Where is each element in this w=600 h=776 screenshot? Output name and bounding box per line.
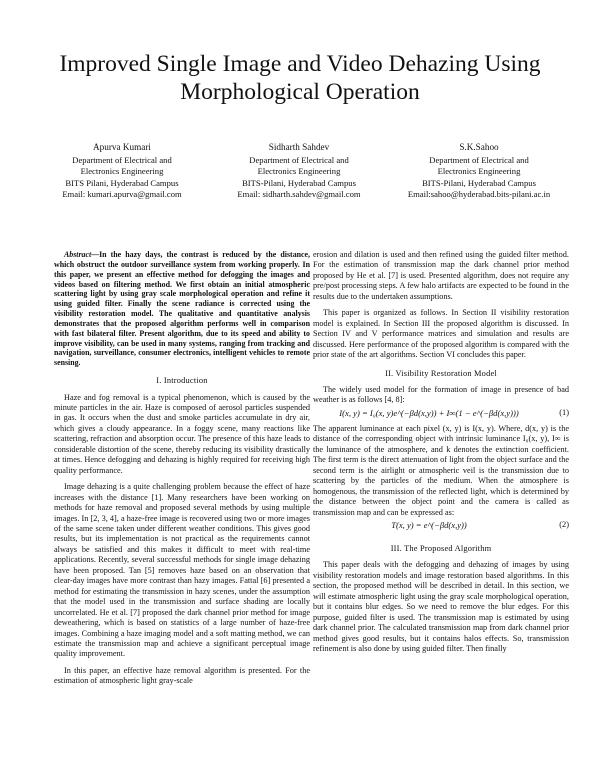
author-affiliation-line: BITS Pilani, Hyderabad Campus	[65, 177, 179, 188]
paper-title: Improved Single Image and Video Dehazing Using Morphological Operation	[59, 51, 541, 105]
author-affiliation-line: Electronics Engineering	[437, 166, 521, 177]
author-email: Email: kumari.apurva@gmail.com	[62, 189, 182, 200]
author-affiliation-line: Department of Electrical and	[429, 154, 529, 165]
author-affiliation-line: Department of Electrical and	[72, 154, 172, 165]
equation-body: T(x, y) = e^(−βd(x,y))	[391, 519, 467, 530]
author-affiliation-line: Department of Electrical and	[249, 154, 349, 165]
paragraph: In this paper, an effective haze removal algorithm is presented. For the estimation of atmospheric light gray-scale	[54, 665, 310, 686]
author-name: Apurva Kumari	[93, 142, 151, 152]
author-2	[214, 142, 384, 201]
left-column	[54, 250, 310, 687]
equation-1	[313, 406, 569, 424]
equation-2	[313, 518, 569, 536]
author-3	[394, 142, 564, 201]
equation-number: (2)	[559, 519, 569, 529]
right-column	[313, 250, 569, 655]
equation-body: I(x, y) = I₀(x, y)e^(−βd(x,y)) + I∞(1 − e^(−βd(x,y)))	[339, 407, 519, 418]
author-1	[37, 142, 207, 201]
paragraph: Image dehazing is a quite challenging problem because the effect of haze increases with the distance [1]. Many researchers have been working on methods for haze removal and proposed several methods by using multiple images. In [2, 3, 4], a haze-free image is recovered using two or more images of the same scene taken under different weather conditions. This gives good results, but its implementation is not practical as the requirements cannot always be satisfied and this makes it difficult to meet with real-time applications. Recently, several successful methods for single image dehazing have been proposed. Tan [5] removes haze based on an observation that clear-day images have more contrast than hazy images. Fattal [6] presented a method for estimating the transmission in hazy scenes, under the assumption that the model used in the transmission and surface shading are locally uncorrelated. He et al. [7] proposed the dark channel prior method for image deweathering, which is based on statistics of a large number of haze-free images. Combining a haze imaging model and a soft matting method, we can estimate the transmission map and achieve a significant perceptual image quality improvement.	[54, 482, 310, 659]
author-affiliation-line: BITS-Pilani, Hyderabad Campus	[242, 177, 356, 188]
paragraph: This paper deals with the defogging and dehazing of images by using visibility restoration models and image restoration based algorithms. In this section, the proposed method will be described in detail. In this section, we will estimate atmospheric light using the gray scale morphological operation, but it contains blur edges. So we need to remove the blur edges. For this purpose, guided filter is used. The transmission map is estimated by using dark channel prior. The calculated transmission map from dark channel prior method gives good results, but it contains halos effects. So, transmission refinement is also done by using guided filter. Then finally	[313, 560, 569, 654]
abstract-text: —In the hazy days, the contrast is reduced by the distance, which obstruct the outdoor surveillance system from working properly. In this paper, we present an effective method for defogging the images and videos based on filtering method. We first obtain an initial atmospheric scattering light by using gray scale morphological operation and refine it using guided filter. Finally the scene radiance is corrected using the visibility restoration model. The qualitative and quantitative analysis demonstrates that the proposed algorithm performs well in comparison with fast bilateral filter. Present algorithm, due to its speed and ability to improve visibility, can be used in many systems, ranging from tracking and navigation, surveillance, consumer electronics, intelligent vehicles to remote sensing.	[54, 250, 310, 368]
abstract-label: Abstract	[64, 250, 92, 259]
equation-number: (1)	[559, 407, 569, 417]
author-affiliation-line: BITS-Pilani, Hyderabad Campus	[422, 177, 536, 188]
paragraph: The apparent luminance at each pixel (x, y) is I(x, y). Where, d(x, y) is the distance of the corresponding object with intrinsic luminance I₀(x, y), I∞ is the luminance of the atmosphere, and k denotes the extinction coefficient. The first term is the direct attenuation of light from the object surface and the second term is the airlight or atmospheric veil is the transmission due to scattering by the particles of the medium. When the atmosphere is homogenous, the transmission of the reflected light, which is determined by the distance between the object point and the camera is called as transmission map and can be expressed as:	[313, 423, 569, 517]
author-affiliation-line: Electronics Engineering	[257, 166, 341, 177]
section-heading-visibility-model: II. Visibility Restoration Model	[385, 368, 497, 378]
paragraph: The widely used model for the formation of image in presence of bad weather is as follows [4, 8]:	[313, 384, 569, 405]
section-heading-introduction: I. Introduction	[156, 376, 208, 386]
author-name: Sidharth Sahdev	[268, 142, 330, 152]
section-heading-proposed-algorithm: III. The Proposed Algorithm	[390, 543, 492, 553]
paragraph: This paper is organized as follows. In Section II visibility restoration model is explained. In Section III the proposed algorithm is discussed. In Section IV and V performance matrices and simulation and results are discussed. Here performance of the proposed algorithm is compared with the prior state of the art algorithms. Section VI concludes this paper.	[313, 308, 569, 360]
author-affiliation-line: Electronics Engineering	[80, 166, 164, 177]
paragraph: erosion and dilation is used and then refined using the guided filter method. For the estimation of transmission map the dark channel prior method proposed by He et al. [7] is used. Presented algorithm, does not require any pre/post processing steps. A few halo artifacts are expected to be found in the results due to the undertaken assumptions.	[313, 250, 569, 301]
author-email: Email: sidharth.sahdev@gmail.com	[237, 189, 361, 200]
author-email: Email:sahoo@hyderabad.bits-pilani.ac.in	[407, 189, 551, 200]
author-name: S.K.Sahoo	[459, 142, 499, 152]
abstract	[54, 250, 310, 368]
paragraph: Haze and fog removal is a typical phenomenon, which is caused by the minute particles in the air. Haze is composed of aerosol particles suspended in gas. It occurs when the dust and smoke particles accumulate in dry air, which gives a cloudy appearance. In a foggy scene, many reactions like scattering, refraction and absorption occur. The presence of this haze leads to considerable distortion of the scene, thereby reducing its visibility drastically at times. Hence defogging and dehazing is highly required for receiving high quality performance.	[54, 392, 310, 475]
